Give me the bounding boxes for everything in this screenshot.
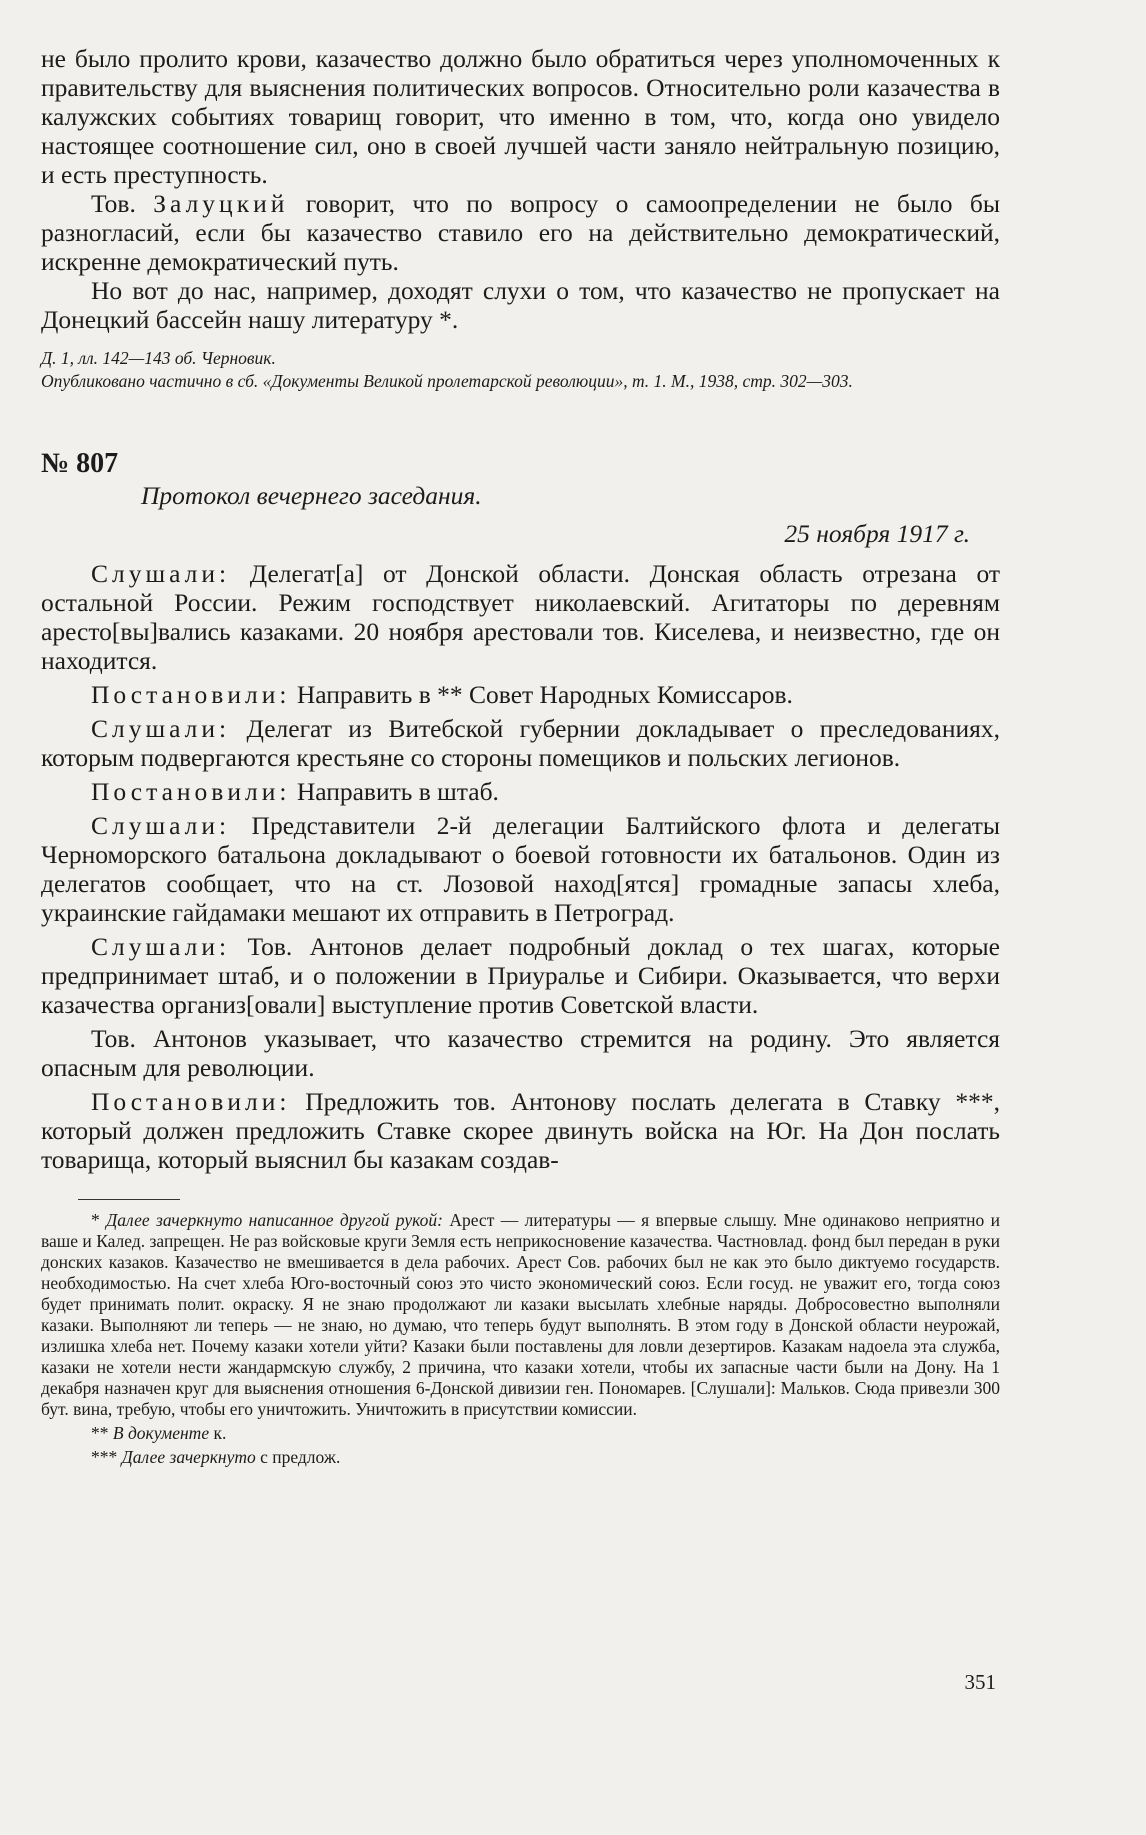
text-rest: говорит, что по вопросу о самоопределении не было бы разногласий, если бы казачество ставило его на действительно демократический, искренне демократический путь.	[41, 189, 1001, 276]
text-prefix: Тов.	[91, 189, 136, 218]
preceding-text	[41, 44, 1000, 334]
paragraph: Но вот до нас, например, доходят слухи о том, что казачество не пропускает на Донецкий бассейн нашу литературу *.	[41, 276, 1000, 334]
paragraph: не было пролито крови, казачество должно было обратиться через уполномоченных к правительству для выяснения политических вопросов. Относительно роли казачества в калужских событиях товарищ говорит, что именно в том, что, когда оно увидело настоящее соотношение сил, оно в своей лучшей части заняло нейтральную позицию, и есть преступность.	[41, 44, 1000, 189]
label-resolved: Постановили:	[91, 680, 291, 709]
item-text: Направить в ** Совет Народных Комиссаров.	[296, 680, 793, 709]
footnotes	[41, 1210, 1000, 1468]
protocol-item	[41, 777, 1000, 806]
protocol-item	[41, 1024, 1000, 1082]
footnote-mark: ***	[91, 1447, 118, 1467]
item-text: Направить в штаб.	[296, 777, 499, 806]
footnote-mark: **	[91, 1423, 109, 1443]
footnote-text: Арест — литературы — я впервые слышу. Мне одинаково неприятно и ваше и Калед. запрещен. Не раз войсковые круги Земля есть неприкосновение казачества. Частновлад. фонд был передан в руки донских казаков. Казачество не вмешивается в дела рабочих. Арест Сов. рабочих был не как это было диктуемо государств. необходимостью. На счет хлеба Юго-восточный союз это чисто экономический союз. Если госуд. не уважит его, тогда союз будет принимать полит. окраску. Я не знаю продолжают ли казаки высылать хлебные наряды. Добросовестно выполняли казаки. Выполняют ли теперь — не знаю, но думаю, что теперь будут выполнять. В этом году в Донской области неурожай, излишка хлеба нет. Почему казаки хотели уйти? Казаки были поставлены для ловли дезертиров. Казакам надоела эта служба, казаки не хотели нести жандармскую службу, 2 причина, что казаки хотели, чтобы их запасные части были на Дону. На 1 декабря назначен круг для выяснения отношения 6-Донской дивизии ген. Пономарев. [Слушали]: Мальков. Сюда привезли 300 бут. вина, требую, чтобы его уничтожить. Уничтожить в присутствии комиссии.	[41, 1210, 1001, 1419]
footnote-note: В документе	[112, 1423, 210, 1443]
page-number: 351	[964, 1670, 996, 1694]
document-title: Протокол вечернего заседания.	[141, 481, 482, 510]
item-text: Представители 2-й делегации Балтийского флота и делегаты Черноморского батальона докладывают о боевой готовности их батальонов. Один из делегатов сообщает, что на ст. Лозовой наход[ятся] громадные запасы хлеба, украинские гайдамаки мешают их отправить в Петроград.	[41, 811, 1000, 927]
protocol-item	[41, 680, 1000, 709]
protocol-item	[41, 1087, 1000, 1174]
footnote	[41, 1210, 1000, 1420]
footnote-mark: *	[91, 1210, 100, 1230]
label-resolved: Постановили:	[91, 1087, 291, 1116]
protocol-item	[41, 932, 1000, 1019]
paragraph	[41, 189, 1000, 276]
label-heard: Слушали:	[91, 559, 231, 588]
item-text: Делегат из Витебской губернии докладывает о преследованиях, которым подвергаются крестьяне со стороны помещиков и польских легионов.	[41, 714, 1001, 772]
footnote-note: Далее зачеркнуто написанное другой рукой:	[106, 1210, 443, 1230]
footnote-text: к.	[213, 1423, 227, 1443]
document-date: 25 ноября 1917 г.	[784, 519, 970, 548]
item-text: Делегат[а] от Донской области. Донская область отрезана от остальной России. Режим господствует николаевский. Агитаторы по деревням аресто[вы]вались казаками. 20 ноября арестовали тов. Киселева, и неизвестно, где он находится.	[41, 559, 1001, 675]
label-heard: Слушали:	[91, 714, 231, 743]
protocol-item	[41, 714, 1000, 772]
footnote	[41, 1423, 1000, 1444]
footnote	[41, 1447, 1000, 1468]
item-text: Тов. Антонов делает подробный доклад о тех шагах, которые предпринимает штаб, и о положении в Приуралье и Сибири. Оказывается, что верхи казачества организ[овали] выступление против Советской власти.	[41, 932, 1001, 1019]
protocol-item	[41, 811, 1000, 927]
protocol-item	[41, 559, 1000, 675]
protocol-items	[41, 559, 1000, 1174]
publication-reference: Опубликовано частично в сб. «Документы Великой пролетарской революции», т. 1. М., 1938, стр. 302—303.	[41, 371, 853, 391]
speaker-name: Залуцкий	[153, 189, 289, 218]
source-note	[41, 347, 1000, 393]
archive-reference: Д. 1, лл. 142—143 об. Черновик.	[41, 348, 276, 368]
footnote-note: Далее зачеркнуто	[121, 1447, 256, 1467]
label-heard: Слушали:	[91, 932, 231, 961]
footnote-divider	[78, 1199, 180, 1200]
item-text: Предложить тов. Антонову послать делегата в Ставку ***, который должен предложить Ставке скорее двинуть войска на Юг. На Дон послать товарища, который выяснил бы казакам создав-	[41, 1087, 1000, 1174]
label-resolved: Постановили:	[91, 777, 291, 806]
label-heard: Слушали:	[91, 811, 231, 840]
item-text: Тов. Антонов указывает, что казачество стремится на родину. Это является опасным для революции.	[41, 1024, 1000, 1082]
footnote-text: с предлож.	[260, 1447, 341, 1467]
document-number: № 807	[41, 448, 119, 479]
